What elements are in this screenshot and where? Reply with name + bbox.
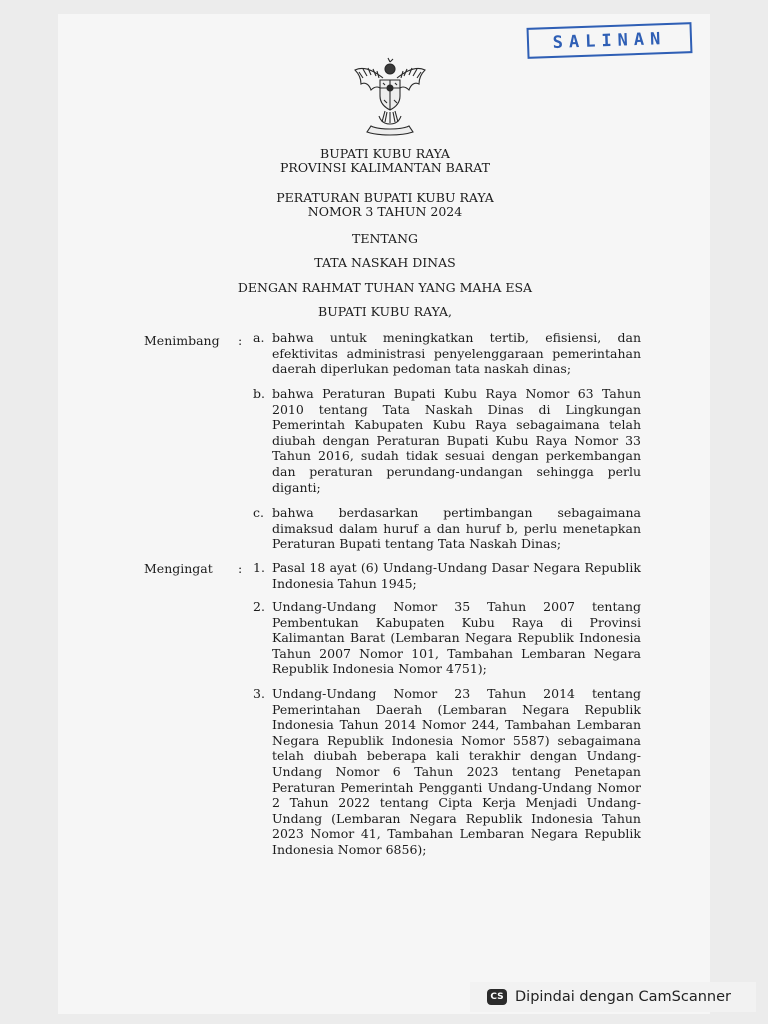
- salinan-stamp: SALINAN: [527, 22, 693, 59]
- regulation-title: PERATURAN BUPATI KUBU RAYA: [276, 190, 494, 205]
- mengingat-item-3: [253, 686, 641, 858]
- camscanner-text: Dipindai dengan CamScanner: [515, 989, 732, 1005]
- mengingat-colon: :: [238, 561, 243, 576]
- issuer-heading: BUPATI KUBU RAYA: [320, 146, 450, 161]
- item-marker: 3.: [253, 686, 265, 701]
- item-text: bahwa untuk meningkatkan tertib, efisiensi, dan efektivitas administrasi penyelenggaraan pemerintahan daerah diperlukan pedoman tata naskah dinas;: [272, 330, 641, 377]
- menimbang-label: Menimbang: [144, 333, 220, 348]
- regulation-number: NOMOR 3 TAHUN 2024: [307, 204, 463, 219]
- mengingat-item-1: [253, 560, 641, 591]
- issuer-line: BUPATI KUBU RAYA,: [318, 304, 452, 319]
- item-marker: b.: [253, 386, 265, 401]
- menimbang-colon: :: [238, 333, 243, 348]
- item-marker: 1.: [253, 560, 265, 575]
- item-text: Undang-Undang Nomor 35 Tahun 2007 tentang Pembentukan Kabupaten Kubu Raya di Provinsi Kalimantan Barat (Lembaran Negara Republik Indonesia Tahun 2007 Nomor 101, Tambahan Lembaran Negara Republik Indonesia Nomor 4751);: [272, 599, 641, 677]
- invocation-line: DENGAN RAHMAT TUHAN YANG MAHA ESA: [237, 280, 533, 295]
- item-marker: 2.: [253, 599, 265, 614]
- menimbang-item-b: [253, 386, 641, 495]
- camscanner-logo-icon: CS: [487, 989, 507, 1005]
- menimbang-item-c: [253, 505, 641, 552]
- subject-heading: TATA NASKAH DINAS: [314, 255, 456, 270]
- tentang-heading: TENTANG: [351, 231, 418, 246]
- item-marker: a.: [253, 330, 265, 345]
- menimbang-item-a: [253, 330, 641, 377]
- mengingat-item-2: [253, 599, 641, 677]
- garuda-pancasila-emblem-icon: [349, 56, 431, 136]
- item-text: Pasal 18 ayat (6) Undang-Undang Dasar Negara Republik Indonesia Tahun 1945;: [272, 560, 641, 591]
- item-text: Undang-Undang Nomor 23 Tahun 2014 tentang Pemerintahan Daerah (Lembaran Negara Republik Indonesia Tahun 2014 Nomor 244, Tambahan Lembaran Negara Republik Indonesia Nomor 5587) sebagaimana telah diubah beberapa kali terakhir dengan Undang-Undang Nomor 6 Tahun 2023 tentang Penetapan Peraturan Pemerintah Pengganti Undang-Undang Nomor 2 Tahun 2022 tentang Cipta Kerja Menjadi Undang-Undang (Lembaran Negara Republik Indonesia Tahun 2023 Nomor 41, Tambahan Lembaran Negara Republik Indonesia Nomor 6856);: [272, 686, 641, 857]
- mengingat-label: Mengingat: [144, 561, 213, 576]
- item-marker: c.: [253, 505, 264, 520]
- province-heading: PROVINSI KALIMANTAN BARAT: [280, 160, 490, 175]
- item-text: bahwa berdasarkan pertimbangan sebagaimana dimaksud dalam huruf a dan huruf b, perlu menetapkan Peraturan Bupati tentang Tata Naskah Dinas;: [272, 505, 641, 552]
- camscanner-watermark: [470, 982, 756, 1012]
- item-text: bahwa Peraturan Bupati Kubu Raya Nomor 63 Tahun 2010 tentang Tata Naskah Dinas di Lingkungan Pemerintah Kabupaten Kubu Raya sebagaimana telah diubah dengan Peraturan Bupati Kubu Raya Nomor 33 Tahun 2016, sudah tidak sesuai dengan perkembangan dan peraturan perundang-undangan sehingga perlu diganti;: [272, 386, 641, 495]
